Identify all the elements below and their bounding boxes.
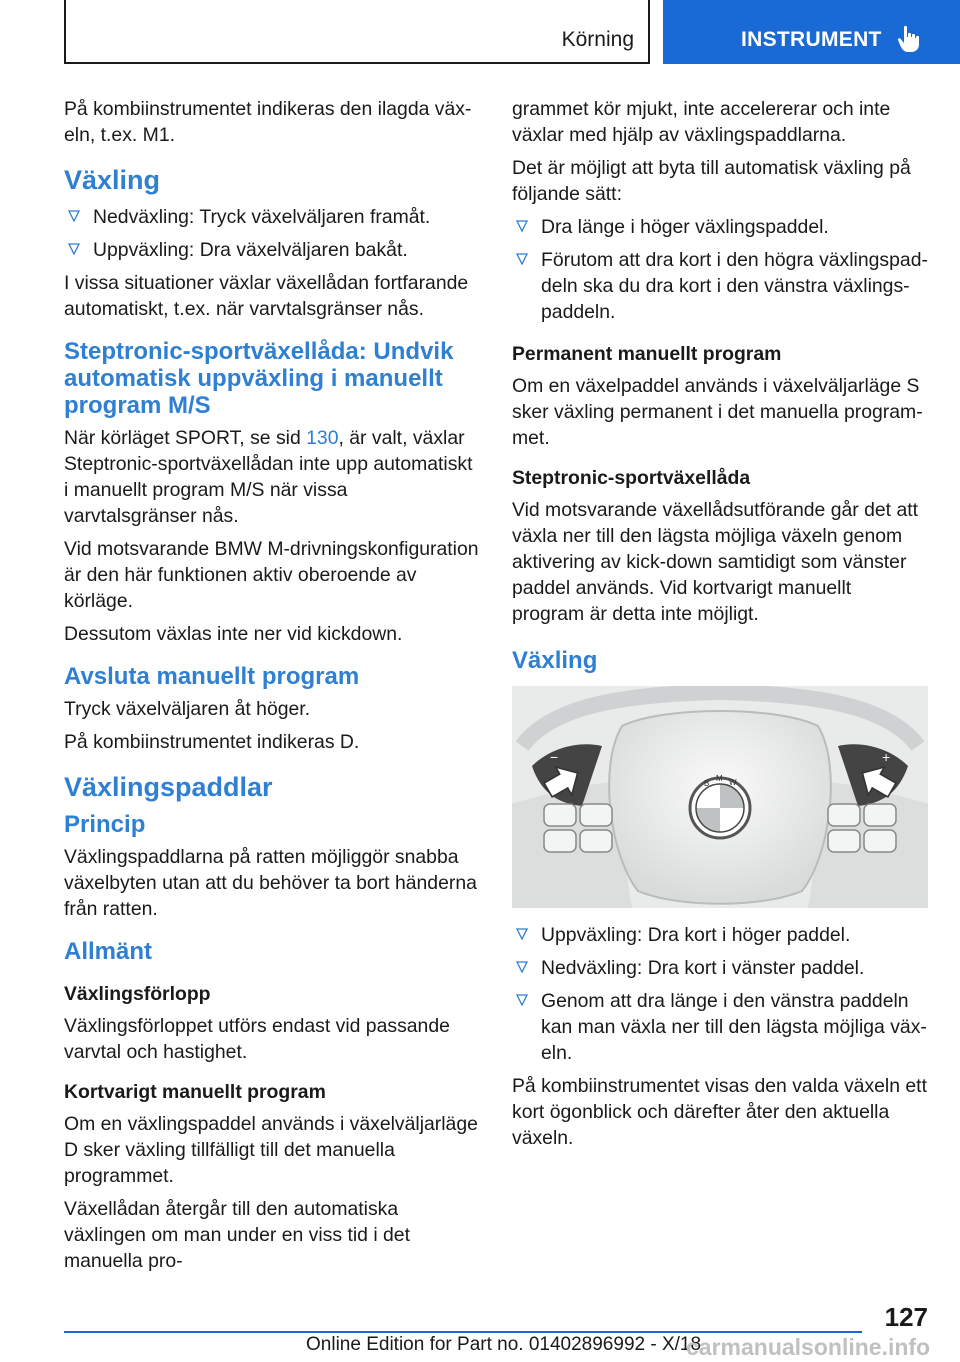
paragraph-visas: På kombiinstrumentet visas den valda växeln ett kort ögonblick och därefter åter den aktuella växeln.: [512, 1075, 927, 1149]
svg-text:B: B: [704, 779, 710, 788]
paragraph-dessutom: Dessutom växlas inte ner vid kickdown.: [64, 623, 403, 645]
triangle-bullet-icon: [68, 210, 80, 222]
heading-vaxling-2: Växling: [512, 647, 598, 674]
paragraph-kortvarigt: Om en växlingspaddel används i växelväljarläge D sker växling tillfälligt till det manuella programmet.: [64, 1113, 478, 1187]
heading-steptronic: Steptronic-sportväxellåda: Undvik automatisk uppväxling i manuellt program M/S: [64, 338, 454, 419]
heading-sport: Steptronic-sportväxellåda: [512, 467, 751, 489]
right-column: [512, 96, 928, 1158]
list-item: Nedväxling: Tryck växelväljaren framåt.: [64, 204, 482, 230]
list-item: Uppväxling: Dra kort i höger paddel.: [512, 922, 928, 948]
section-title: INSTRUMENT: [741, 28, 882, 51]
paragraph-atergar: Växellådan återgår till den automatiska växlingen om man under en viss tid i det manuella pro-: [64, 1198, 410, 1272]
paragraph-tryck: Tryck växelväljaren åt höger.: [64, 698, 311, 720]
pointing-hand-icon: [895, 24, 925, 54]
svg-text:+: +: [882, 749, 891, 765]
paragraph-vissa: I vissa situationer växlar växellådan fortfarande automatiskt, t.ex. när varvtalsgränser nås.: [64, 272, 469, 320]
chapter-tab[interactable]: [64, 0, 650, 64]
vaxling-list: [64, 204, 482, 263]
paragraph-permanent: Om en växelpaddel används i växelväljarläge S sker växling permanent i det manuella programmet.: [512, 375, 923, 449]
heading-allmant: Allmänt: [64, 938, 153, 965]
vaxling2-list: [512, 922, 928, 1066]
list-item: Nedväxling: Dra kort i vänster paddel.: [512, 955, 928, 981]
triangle-bullet-icon: [516, 253, 528, 265]
heading-vaxling: Växling: [64, 165, 161, 195]
edition-text: Online Edition for Part no. 01402896992 - X/18: [306, 1334, 702, 1355]
paragraph-continued: grammet kör mjukt, inte accelererar och inte växlar med hjälp av växlingspaddlarna.: [512, 98, 891, 146]
heading-kortvarigt: Kortvarigt manuellt program: [64, 1081, 326, 1103]
page-header: [0, 0, 960, 66]
triangle-bullet-icon: [516, 220, 528, 232]
list-item: Dra länge i höger växlingspaddel.: [512, 214, 928, 240]
list-item: Förutom att dra kort i den högra växlingspaddeln ska du dra kort i den vänstra växlingspaddeln.: [512, 247, 928, 325]
paragraph-forlopp: Växlingsförloppet utförs endast vid passande varvtal och hastighet.: [64, 1015, 450, 1063]
left-column: [64, 96, 482, 1281]
steering-wheel-figure: [512, 686, 928, 908]
paragraph-motsvarande: Vid motsvarande BMW M-drivningskonfiguration är den här funktionen aktiv oberoende av körläge.: [64, 538, 479, 612]
chapter-title: Körning: [561, 28, 634, 51]
paragraph-princip: Växlingspaddlarna på ratten möjliggör snabba växelbyten utan att du behöver ta bort händerna från ratten.: [64, 846, 477, 920]
heading-paddlar: Växlingspaddlar: [64, 772, 273, 802]
watermark: carmanualsonline.info: [686, 1334, 931, 1360]
triangle-bullet-icon: [516, 994, 528, 1006]
heading-permanent: Permanent manuellt program: [512, 343, 782, 365]
svg-text:W: W: [729, 778, 737, 787]
heading-princip: Princip: [64, 811, 146, 838]
heading-forlopp: Växlingsförlopp: [64, 983, 211, 1005]
heading-avsluta: Avsluta manuellt program: [64, 663, 360, 690]
list-item: Uppväxling: Dra växelväljaren bakåt.: [64, 237, 482, 263]
page-link[interactable]: 130: [306, 427, 339, 449]
list-item: Genom att dra länge i den vänstra paddeln kan man växla ner till den lägsta möjliga växeln.: [512, 988, 928, 1066]
triangle-bullet-icon: [516, 928, 528, 940]
paragraph-sport: Vid motsvarande växellådsutförande går det att växla ner till den lägsta möjliga växeln genom aktivering av kick-down samtidigt som vänster paddel används. Vid kortvarigt manuellt program är detta inte möjligt.: [512, 499, 919, 625]
triangle-bullet-icon: [68, 243, 80, 255]
page-number: 127: [884, 1302, 928, 1332]
section-tab[interactable]: [663, 0, 960, 64]
svg-text:−: −: [550, 749, 559, 765]
paragraph-nar: När körläget SPORT, se sid 130, är valt, växlar Steptronic-sportväxellådan inte upp automatiskt i manuellt program M/S när vissa varvtalsgränser nås.: [64, 427, 473, 527]
paragraph-indikeras-d: På kombiinstrumentet indikeras D.: [64, 731, 360, 753]
footer-divider: [64, 1331, 862, 1333]
svg-text:M: M: [716, 774, 723, 783]
triangle-bullet-icon: [516, 961, 528, 973]
intro-paragraph: På kombiinstrumentet indikeras den ilagda växeln, t.ex. M1.: [64, 98, 472, 146]
steering-wheel-illustration: [512, 686, 928, 908]
paragraph-byta: Det är möjligt att byta till automatisk växling på följande sätt:: [512, 157, 911, 205]
byta-list: [512, 214, 928, 325]
